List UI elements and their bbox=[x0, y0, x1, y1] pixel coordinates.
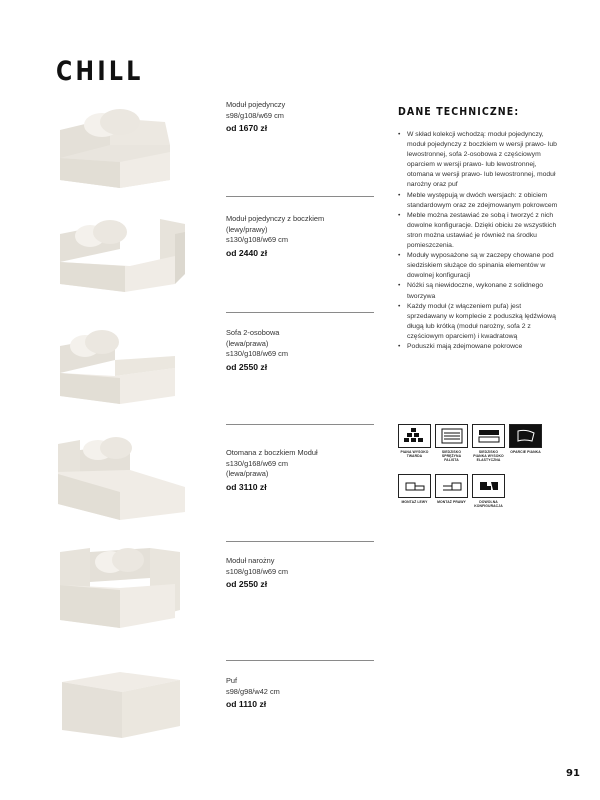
tech-item: • Meble można zestawiać ze sobą i tworzyć z nich dowolne konfiguracje. Dzięki obiciu ze wszystkich stron można ustawiać je również na środku pomieszczenia. bbox=[398, 211, 558, 251]
tech-item: • Moduły wyposażone są w zaczepy chowane pod siedziskiem służące do spinania elementów w dowolnej konfiguracji bbox=[398, 251, 558, 281]
single-module-side-image bbox=[50, 204, 190, 294]
divider bbox=[226, 424, 374, 425]
product-dimensions: s130/g108/w69 cm bbox=[226, 235, 289, 244]
product-single-module-side[interactable] bbox=[50, 204, 375, 304]
slow-foam-icon: OPARCIE PIANKA bbox=[509, 424, 542, 468]
product-dimensions: s108/g108/w69 cm bbox=[226, 566, 289, 576]
corner-module-image bbox=[50, 540, 190, 630]
product-dimensions: s98/g98/w42 cm bbox=[226, 686, 280, 696]
mount-right-icon: MONTAŻ PRAWY bbox=[435, 474, 468, 518]
elastic-foam-icon: SIEDZISKO PIANKA WYSOKO ELASTYCZNA bbox=[472, 424, 505, 468]
single-module-image bbox=[50, 100, 190, 190]
product-name: Sofa 2-osobowa (lewa/prawa) bbox=[226, 328, 280, 348]
divider bbox=[226, 196, 374, 197]
tech-item: • W skład kolekcji wchodzą: moduł pojedynczy, moduł pojedynczy z boczkiem w wersji prawo- lub lewostronnej, sofa 2-osobowa z częściowym oparciem w wersji prawo- lub lewostronnej, otomana w wersji prawo- lub lewostronnej, moduł narożny oraz puf bbox=[398, 130, 558, 191]
page-number: 91 bbox=[566, 768, 580, 779]
product-corner-module[interactable] bbox=[50, 540, 375, 640]
seat-springs-icon: SIEDZISKO SPRĘŻYNA FALISTA bbox=[435, 424, 468, 468]
collection-title: CHILL bbox=[56, 56, 144, 87]
product-name: Moduł pojedynczy z boczkiem (lewy/prawy) bbox=[226, 214, 325, 234]
ottoman-image bbox=[50, 432, 190, 522]
product-ottoman[interactable] bbox=[50, 432, 375, 532]
product-dimensions: s130/g108/w69 cm bbox=[226, 349, 289, 358]
feature-icons bbox=[398, 424, 548, 524]
product-price: od 1110 zł bbox=[226, 699, 267, 709]
mount-left-icon: MONTAŻ LEWY bbox=[398, 474, 431, 518]
free-config-icon: DOWOLNA KONFIGURACJA bbox=[472, 474, 505, 518]
product-price: od 3110 zł bbox=[226, 481, 267, 492]
product-name: Puf bbox=[226, 676, 238, 685]
product-price: od 2550 zł bbox=[226, 361, 268, 372]
product-name: Moduł pojedynczy bbox=[226, 100, 286, 109]
tech-item: • Każdy moduł (z włączeniem pufa) jest sprzedawany w komplecie z poduszką lędźwiową długą lub krótką (moduł narożny, sofa 2 z częściowym oparciem) i kwadratową bbox=[398, 302, 558, 342]
tech-item: • Nóżki są niewidoczne, wykonane z solidnego tworzywa bbox=[398, 281, 558, 301]
product-dimensions: s98/g108/w69 cm bbox=[226, 110, 284, 120]
product-price: od 2440 zł bbox=[226, 247, 268, 258]
product-price: od 2550 zł bbox=[226, 579, 268, 589]
product-name: Moduł narożny bbox=[226, 556, 275, 565]
technical-data bbox=[398, 106, 558, 352]
foam-icon: PIANA WYSOKO TWARDA bbox=[398, 424, 431, 468]
pouf-image bbox=[50, 660, 190, 750]
technical-data-heading: DANE TECHNICZNE: bbox=[398, 106, 520, 118]
product-pouf[interactable] bbox=[50, 660, 375, 760]
product-price: od 1670 zł bbox=[226, 123, 268, 133]
product-sofa-2-seat[interactable] bbox=[50, 318, 375, 418]
product-single-module[interactable] bbox=[50, 100, 375, 200]
tech-item: • Poduszki mają zdejmowane pokrowce bbox=[398, 342, 558, 352]
product-dimensions: s130/g168/w69 cm (lewa/prawa) bbox=[226, 458, 289, 478]
divider bbox=[226, 312, 374, 313]
product-name: Otomana z boczkiem Moduł bbox=[226, 448, 318, 457]
sofa-2-seat-image bbox=[50, 318, 190, 408]
tech-item: • Meble występują w dwóch wersjach: z obiciem standardowym oraz ze zdejmowanym pokrowcem bbox=[398, 191, 558, 211]
